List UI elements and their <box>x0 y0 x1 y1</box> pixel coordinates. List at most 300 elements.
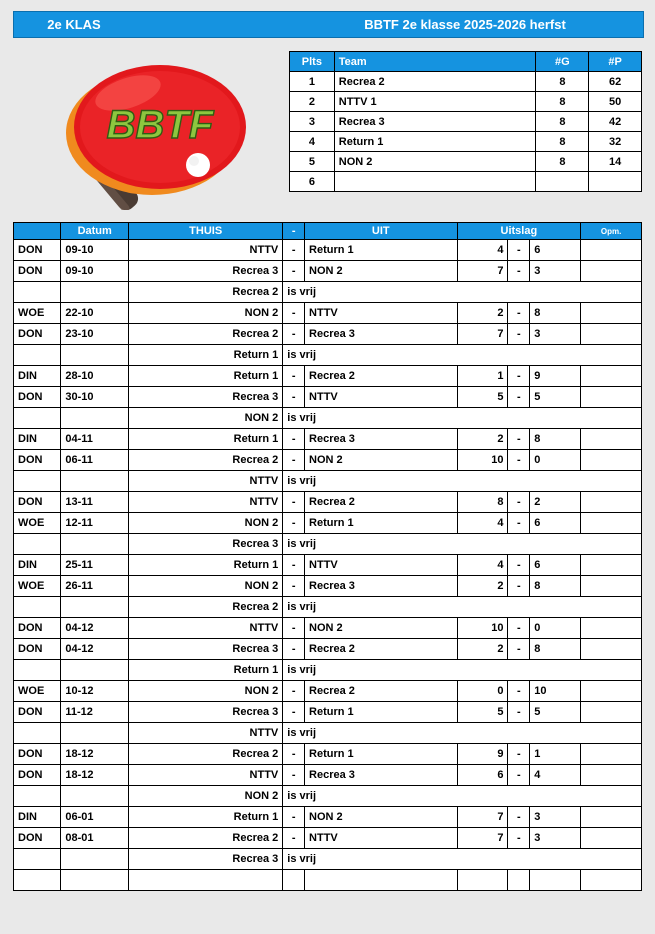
schedule-away-team: Recrea 3 <box>305 576 457 597</box>
schedule-dash: - <box>283 513 305 534</box>
schedule-day: DIN <box>14 366 61 387</box>
schedule-remark <box>581 429 642 450</box>
schedule-date: 04-11 <box>61 429 129 450</box>
schedule-score-dash: - <box>508 681 530 702</box>
standings-row <box>290 72 642 92</box>
schedule-header-row <box>14 223 642 240</box>
schedule-row <box>14 492 642 513</box>
schedule-day: DON <box>14 240 61 261</box>
schedule-score-away: 3 <box>530 828 581 849</box>
schedule-score-away: 8 <box>530 429 581 450</box>
standings-row <box>290 172 642 192</box>
schedule-away-team: NON 2 <box>305 261 457 282</box>
schedule-date: 25-11 <box>61 555 129 576</box>
schedule-score-home: 2 <box>457 639 508 660</box>
schedule-away-team: NTTV <box>305 828 457 849</box>
schedule-row <box>14 639 642 660</box>
schedule-dash: - <box>283 828 305 849</box>
schedule-score-home: 2 <box>457 429 508 450</box>
schedule-date: 18-12 <box>61 744 129 765</box>
schedule-away-team: Recrea 2 <box>305 681 457 702</box>
schedule-remark <box>581 387 642 408</box>
schedule-away-team: Recrea 3 <box>305 765 457 786</box>
schedule-home-team: NON 2 <box>129 576 283 597</box>
schedule-away-team: Recrea 3 <box>305 429 457 450</box>
schedule-home-team: Return 1 <box>129 345 283 366</box>
schedule-row <box>14 660 642 681</box>
schedule-score-away: 10 <box>530 681 581 702</box>
schedule-home-team: NON 2 <box>129 786 283 807</box>
schedule-home-team: Recrea 2 <box>129 597 283 618</box>
schedule-dash: - <box>283 303 305 324</box>
schedule-score-away: 8 <box>530 639 581 660</box>
schedule-date <box>61 786 129 807</box>
schedule-score-dash: - <box>508 639 530 660</box>
schedule-score-home: 10 <box>457 450 508 471</box>
schedule-remark <box>581 618 642 639</box>
schedule-day <box>14 534 61 555</box>
standings-col-games: #G <box>536 52 589 72</box>
schedule-away-team: Return 1 <box>305 513 457 534</box>
schedule-home-team: Recrea 2 <box>129 744 283 765</box>
schedule-score-dash: - <box>508 555 530 576</box>
schedule-score-away: 2 <box>530 492 581 513</box>
schedule-date <box>61 282 129 303</box>
schedule-score-dash: - <box>508 618 530 639</box>
schedule-score-away: 1 <box>530 744 581 765</box>
schedule-bye-note: is vrij <box>283 849 642 870</box>
schedule-row <box>14 534 642 555</box>
standings-points: 42 <box>589 112 642 132</box>
schedule-date <box>61 471 129 492</box>
schedule-home-team: Recrea 2 <box>129 450 283 471</box>
schedule-score-home: 4 <box>457 555 508 576</box>
standings-points: 50 <box>589 92 642 112</box>
standings-team: Recrea 3 <box>334 112 536 132</box>
schedule-remark <box>581 324 642 345</box>
schedule-score-home: 2 <box>457 576 508 597</box>
schedule-remark <box>581 366 642 387</box>
schedule-away-team: Recrea 2 <box>305 492 457 513</box>
schedule-score-dash: - <box>508 450 530 471</box>
schedule-row <box>14 597 642 618</box>
schedule-day: DON <box>14 450 61 471</box>
schedule-day: DON <box>14 387 61 408</box>
schedule-date: 06-11 <box>61 450 129 471</box>
schedule-date: 12-11 <box>61 513 129 534</box>
schedule-row <box>14 282 642 303</box>
schedule-home-team: NTTV <box>129 471 283 492</box>
schedule-row <box>14 261 642 282</box>
schedule-row <box>14 366 642 387</box>
standings-games: 8 <box>536 132 589 152</box>
schedule-remark <box>581 576 642 597</box>
standings-team: Recrea 2 <box>334 72 536 92</box>
schedule-score-home: 2 <box>457 303 508 324</box>
schedule-row <box>14 618 642 639</box>
schedule-date: 22-10 <box>61 303 129 324</box>
schedule-date <box>61 660 129 681</box>
schedule-home-team: NON 2 <box>129 408 283 429</box>
schedule-score-away: 3 <box>530 324 581 345</box>
schedule-col-dash: - <box>283 223 305 240</box>
schedule-home-team: Return 1 <box>129 807 283 828</box>
schedule-day <box>14 786 61 807</box>
schedule-score-dash: - <box>508 429 530 450</box>
schedule-home-team: NTTV <box>129 723 283 744</box>
schedule-remark <box>581 765 642 786</box>
schedule-remark <box>581 261 642 282</box>
schedule-date <box>61 408 129 429</box>
schedule-col-day <box>14 223 61 240</box>
schedule-row <box>14 786 642 807</box>
schedule-home-team: Recrea 2 <box>129 828 283 849</box>
schedule-dash: - <box>283 324 305 345</box>
schedule-home-team: Return 1 <box>129 429 283 450</box>
schedule-bye-note: is vrij <box>283 660 642 681</box>
standings-points: 32 <box>589 132 642 152</box>
schedule-date: 26-11 <box>61 576 129 597</box>
schedule-score-home: 5 <box>457 387 508 408</box>
standings-table <box>289 51 642 192</box>
schedule-bye-note: is vrij <box>283 786 642 807</box>
schedule-score-dash: - <box>508 702 530 723</box>
schedule-away-team: NON 2 <box>305 807 457 828</box>
schedule-day: DON <box>14 765 61 786</box>
schedule-date <box>61 723 129 744</box>
schedule-home-team: Recrea 3 <box>129 639 283 660</box>
schedule-date: 23-10 <box>61 324 129 345</box>
bbtf-logo <box>20 45 285 210</box>
schedule-date <box>61 849 129 870</box>
standings-team: NTTV 1 <box>334 92 536 112</box>
schedule-dash: - <box>283 576 305 597</box>
schedule-row <box>14 765 642 786</box>
schedule-date: 13-11 <box>61 492 129 513</box>
schedule-remark <box>581 681 642 702</box>
standings-pos: 6 <box>290 172 335 192</box>
schedule-home-team: NTTV <box>129 618 283 639</box>
schedule-dash: - <box>283 807 305 828</box>
standings-pos: 3 <box>290 112 335 132</box>
schedule-score-away: 6 <box>530 240 581 261</box>
schedule-row <box>14 513 642 534</box>
standings-row <box>290 152 642 172</box>
schedule-away-team: Return 1 <box>305 240 457 261</box>
schedule-score-dash: - <box>508 240 530 261</box>
standings-games: 8 <box>536 152 589 172</box>
schedule-away-team: Return 1 <box>305 744 457 765</box>
schedule-bye-note: is vrij <box>283 345 642 366</box>
schedule-day <box>14 408 61 429</box>
schedule-score-home <box>457 870 508 891</box>
schedule-day: DON <box>14 324 61 345</box>
logo-text: BBTF <box>106 103 214 147</box>
schedule-home-team: Recrea 3 <box>129 849 283 870</box>
standings-team: NON 2 <box>334 152 536 172</box>
schedule-day: DON <box>14 702 61 723</box>
schedule-home-team <box>129 870 283 891</box>
schedule-row <box>14 681 642 702</box>
standings-games <box>536 172 589 192</box>
schedule-row <box>14 240 642 261</box>
schedule-dash: - <box>283 765 305 786</box>
schedule-date: 18-12 <box>61 765 129 786</box>
schedule-score-home: 9 <box>457 744 508 765</box>
standings-row <box>290 92 642 112</box>
schedule-score-away: 6 <box>530 513 581 534</box>
schedule-bye-note: is vrij <box>283 597 642 618</box>
schedule-dash: - <box>283 555 305 576</box>
schedule-score-dash: - <box>508 261 530 282</box>
schedule-row <box>14 303 642 324</box>
schedule-dash: - <box>283 681 305 702</box>
schedule-score-away <box>530 870 581 891</box>
schedule-score-away: 5 <box>530 702 581 723</box>
standings-col-team: Team <box>334 52 536 72</box>
schedule-score-dash: - <box>508 513 530 534</box>
schedule-date: 09-10 <box>61 261 129 282</box>
schedule-home-team: Recrea 3 <box>129 702 283 723</box>
schedule-home-team: Recrea 3 <box>129 261 283 282</box>
schedule-score-dash: - <box>508 366 530 387</box>
schedule-score-dash: - <box>508 387 530 408</box>
standings-pos: 5 <box>290 152 335 172</box>
schedule-score-home: 8 <box>457 492 508 513</box>
schedule-home-team: Recrea 3 <box>129 534 283 555</box>
schedule-score-home: 4 <box>457 513 508 534</box>
schedule-home-team: NTTV <box>129 765 283 786</box>
schedule-day: DIN <box>14 429 61 450</box>
schedule-day <box>14 345 61 366</box>
schedule-dash: - <box>283 639 305 660</box>
schedule-row <box>14 387 642 408</box>
schedule-remark <box>581 870 642 891</box>
standings-team <box>334 172 536 192</box>
schedule-table <box>13 222 642 891</box>
schedule-remark <box>581 828 642 849</box>
schedule-row <box>14 702 642 723</box>
schedule-score-away: 4 <box>530 765 581 786</box>
schedule-remark <box>581 639 642 660</box>
schedule-score-dash: - <box>508 324 530 345</box>
schedule-dash: - <box>283 261 305 282</box>
schedule-bye-note: is vrij <box>283 282 642 303</box>
schedule-col-thuis: THUIS <box>129 223 283 240</box>
schedule-day: WOE <box>14 303 61 324</box>
header-bar <box>13 11 644 38</box>
schedule-score-away: 6 <box>530 555 581 576</box>
schedule-day <box>14 597 61 618</box>
table-tennis-paddle-icon <box>20 45 285 210</box>
schedule-remark <box>581 492 642 513</box>
schedule-score-home: 7 <box>457 261 508 282</box>
schedule-date: 30-10 <box>61 387 129 408</box>
standings-row <box>290 112 642 132</box>
schedule-score-dash: - <box>508 765 530 786</box>
schedule-away-team: NTTV <box>305 555 457 576</box>
schedule-home-team: NTTV <box>129 240 283 261</box>
schedule-row <box>14 744 642 765</box>
schedule-row <box>14 324 642 345</box>
schedule-bye-note: is vrij <box>283 723 642 744</box>
schedule-score-away: 9 <box>530 366 581 387</box>
schedule-row <box>14 471 642 492</box>
schedule-day <box>14 660 61 681</box>
schedule-day: DON <box>14 492 61 513</box>
schedule-dash <box>283 870 305 891</box>
schedule-date <box>61 597 129 618</box>
schedule-date: 08-01 <box>61 828 129 849</box>
schedule-remark <box>581 240 642 261</box>
schedule-col-uit: UIT <box>305 223 457 240</box>
schedule-away-team: Recrea 2 <box>305 366 457 387</box>
schedule-day <box>14 723 61 744</box>
schedule-score-home: 7 <box>457 828 508 849</box>
schedule-score-away: 0 <box>530 450 581 471</box>
schedule-away-team: NTTV <box>305 303 457 324</box>
schedule-date: 04-12 <box>61 639 129 660</box>
schedule-row <box>14 450 642 471</box>
schedule-date: 04-12 <box>61 618 129 639</box>
schedule-day: WOE <box>14 681 61 702</box>
schedule-row <box>14 408 642 429</box>
schedule-home-team: Recrea 2 <box>129 324 283 345</box>
schedule-dash: - <box>283 387 305 408</box>
schedule-home-team: Recrea 2 <box>129 282 283 303</box>
schedule-away-team: Recrea 2 <box>305 639 457 660</box>
standings-games: 8 <box>536 112 589 132</box>
schedule-remark <box>581 450 642 471</box>
schedule-score-home: 6 <box>457 765 508 786</box>
schedule-score-home: 0 <box>457 681 508 702</box>
schedule-away-team <box>305 870 457 891</box>
schedule-away-team: Recrea 3 <box>305 324 457 345</box>
schedule-score-away: 8 <box>530 576 581 597</box>
schedule-remark <box>581 744 642 765</box>
schedule-date: 09-10 <box>61 240 129 261</box>
schedule-dash: - <box>283 429 305 450</box>
schedule-remark <box>581 555 642 576</box>
schedule-score-dash: - <box>508 744 530 765</box>
schedule-day: DON <box>14 828 61 849</box>
schedule-score-home: 5 <box>457 702 508 723</box>
schedule-bye-note: is vrij <box>283 534 642 555</box>
schedule-row <box>14 849 642 870</box>
schedule-score-away: 3 <box>530 261 581 282</box>
standings-games: 8 <box>536 72 589 92</box>
schedule-col-opm: Opm. <box>581 223 642 240</box>
schedule-col-datum: Datum <box>61 223 129 240</box>
schedule-day <box>14 471 61 492</box>
schedule-dash: - <box>283 240 305 261</box>
standings-team: Return 1 <box>334 132 536 152</box>
schedule-remark <box>581 807 642 828</box>
schedule-dash: - <box>283 366 305 387</box>
standings-row <box>290 132 642 152</box>
schedule-day: DON <box>14 261 61 282</box>
schedule-score-home: 4 <box>457 240 508 261</box>
standings-pos: 4 <box>290 132 335 152</box>
schedule-score-dash: - <box>508 576 530 597</box>
schedule-row <box>14 870 642 891</box>
schedule-day: DIN <box>14 807 61 828</box>
schedule-home-team: NON 2 <box>129 681 283 702</box>
schedule-row <box>14 555 642 576</box>
schedule-score-away: 0 <box>530 618 581 639</box>
standings-pos: 1 <box>290 72 335 92</box>
schedule-day: DON <box>14 639 61 660</box>
schedule-date <box>61 870 129 891</box>
standings-pos: 2 <box>290 92 335 112</box>
schedule-row <box>14 345 642 366</box>
schedule-day: WOE <box>14 513 61 534</box>
schedule-row <box>14 576 642 597</box>
schedule-row <box>14 429 642 450</box>
schedule-day: WOE <box>14 576 61 597</box>
page-title: BBTF 2e klasse 2025-2026 herfst <box>364 17 566 32</box>
schedule-row <box>14 807 642 828</box>
schedule-dash: - <box>283 702 305 723</box>
schedule-dash: - <box>283 450 305 471</box>
schedule-day: DIN <box>14 555 61 576</box>
schedule-dash: - <box>283 618 305 639</box>
schedule-home-team: NON 2 <box>129 513 283 534</box>
schedule-score-home: 1 <box>457 366 508 387</box>
schedule-date: 28-10 <box>61 366 129 387</box>
schedule-remark <box>581 303 642 324</box>
schedule-day <box>14 849 61 870</box>
standings-points <box>589 172 642 192</box>
schedule-home-team: NTTV <box>129 492 283 513</box>
schedule-away-team: NTTV <box>305 387 457 408</box>
schedule-dash: - <box>283 744 305 765</box>
schedule-score-away: 5 <box>530 387 581 408</box>
schedule-home-team: Return 1 <box>129 555 283 576</box>
schedule-home-team: Return 1 <box>129 660 283 681</box>
schedule-score-dash <box>508 870 530 891</box>
schedule-dash: - <box>283 492 305 513</box>
header-class-label: 2e KLAS <box>47 17 101 32</box>
standings-points: 62 <box>589 72 642 92</box>
schedule-score-home: 10 <box>457 618 508 639</box>
schedule-score-dash: - <box>508 828 530 849</box>
schedule-date: 10-12 <box>61 681 129 702</box>
schedule-score-dash: - <box>508 807 530 828</box>
schedule-away-team: NON 2 <box>305 618 457 639</box>
schedule-day <box>14 282 61 303</box>
standings-games: 8 <box>536 92 589 112</box>
standings-col-points: #P <box>589 52 642 72</box>
schedule-row <box>14 828 642 849</box>
schedule-day <box>14 870 61 891</box>
schedule-remark <box>581 702 642 723</box>
schedule-bye-note: is vrij <box>283 408 642 429</box>
schedule-away-team: NON 2 <box>305 450 457 471</box>
schedule-score-home: 7 <box>457 324 508 345</box>
schedule-remark <box>581 513 642 534</box>
schedule-col-uitslag: Uitslag <box>457 223 581 240</box>
schedule-home-team: Return 1 <box>129 366 283 387</box>
standings-col-plts: Plts <box>290 52 335 72</box>
schedule-home-team: NON 2 <box>129 303 283 324</box>
schedule-date <box>61 345 129 366</box>
schedule-score-home: 7 <box>457 807 508 828</box>
schedule-row <box>14 723 642 744</box>
schedule-bye-note: is vrij <box>283 471 642 492</box>
standings-header-row <box>290 52 642 72</box>
schedule-date: 06-01 <box>61 807 129 828</box>
